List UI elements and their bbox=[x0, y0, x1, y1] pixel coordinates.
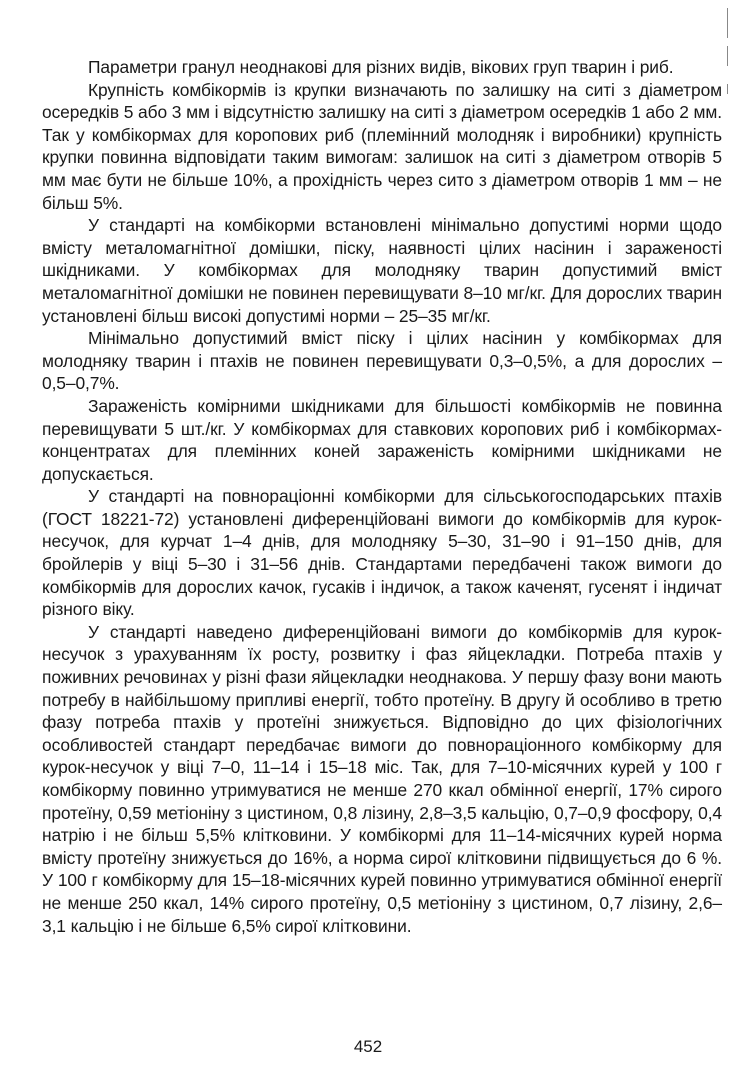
page-number: 452 bbox=[353, 1037, 383, 1056]
page-body bbox=[42, 56, 722, 937]
paragraph-sand-seed-content: Мінімально допустимий вміст піску і цілих насінин у комбікормах для молодняку тварин і птахів не повинен перевищувати 0,3–0,5%, а для дорослих – 0,5–0,7%. bbox=[42, 328, 722, 394]
paragraph-poultry-standard: У стандарті на повнораціонні комбікорми для сільськогосподарських птахів (ГОСТ 18221-72) установлені диференційовані вимоги до комбікормів для курок-несучок, для курчат 1–4 днів, для молодняку 5–30, 31–90 і 91–150 днів, для бройлерів у віці 5–30 і 31–56 днів. Стандартами передбачені також вимоги до комбікормів для дорослих качок, гусаків і індичок, а також каченят, гусенят і індичат різного віку. bbox=[42, 486, 722, 620]
scan-edge-mark bbox=[727, 84, 728, 94]
scan-edge-mark bbox=[727, 8, 728, 38]
scan-edge-mark bbox=[727, 46, 728, 66]
paragraph-metal-impurity-norms: У стандарті на комбікорми встановлені мінімально допустимі норми щодо вмісту металомагнітної домішки, піску, наявності цілих насінин і зараженості шкідниками. У комбікормах для молодняку тварин допустимий вміст металомагнітної домішки не повинен перевищувати 8–10 мг/кг. Для дорослих тварин установлені більш високі допустимі норми – 25–35 мг/кг. bbox=[42, 215, 722, 326]
paragraph-grain-size: Крупність комбікормів із крупки визначають по залишку на ситі з діаметром осередків 5 або 3 мм і відсутністю залишку на ситі з діаметром осередків 1 або 2 мм. Так у комбікормах для коропових риб (племінний молодняк і виробники) крупність крупки повинна відповідати таким вимогам: залишок на ситі з діаметром отворів 5 мм має бути не більше 10%, а прохідність через сито з діаметром отворів 1 мм – не більш 5%. bbox=[42, 79, 722, 213]
paragraph-granule-parameters: Параметри гранул неоднакові для різних видів, вікових груп тварин і риб. bbox=[88, 57, 674, 77]
paragraph-laying-hens-requirements: У стандарті наведено диференційовані вимоги до комбікормів для курок-несучок з урахуванням їх росту, розвитку і фаз яйцекладки. Потреба птахів у поживних речовинах у різні фази яйцекладки неоднакова. У першу фазу вони мають потребу в найбільшому припливі енергії, тобто протеїну. В другу й особливо в третю фазу потреба птахів у протеїні знижується. Відповідно до цих фізіологічних особливостей стандарт передбачає вимоги до повнораціонного комбікорму для курок-несучок у віці 7–0, 11–14 і 15–18 міс. Так, для 7–10-місячних курей у 100 г комбікорму повинно утримуватися не менше 270 ккал обмінної енергії, 17% сирого протеїну, 0,59 метіоніну з цистином, 0,8 лізину, 2,8–3,5 кальцію, 0,7–0,9 фосфору, 0,4 натрію і не більш 5,5% клітковини. У комбікормі для 11–14-місячних курей норма вмісту протеїну знижується до 16%, а норма сирої клітковини підвищується до 6 %. У 100 г комбікорму для 15–18-місячних курей повинно утримуватися обмінної енергії не менше 250 ккал, 14% сирого протеїну, 0,5 метіоніну з цистином, 0,7 лізину, 2,6–3,1 кальцію і не більше 6,5% сирої клітковини. bbox=[42, 621, 722, 936]
paragraph-pest-infestation: Зараженість комірними шкідниками для більшості комбікормів не повинна перевищувати 5 шт./кг. У комбікормах для ставкових коропових риб і комбікормах-концентратах для племінних коней зараженість комірними шкідниками не допускається. bbox=[42, 395, 722, 484]
